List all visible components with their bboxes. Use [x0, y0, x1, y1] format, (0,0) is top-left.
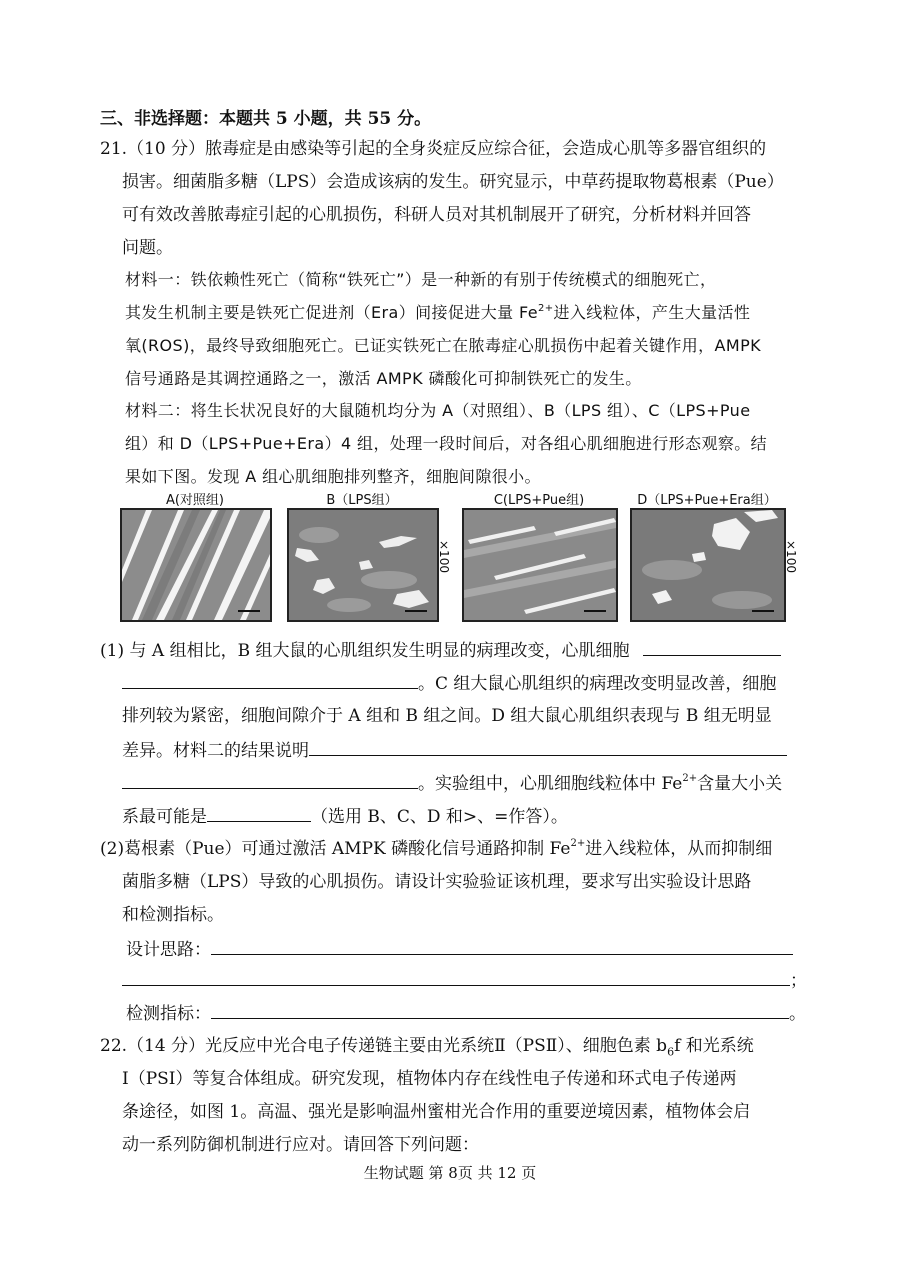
- q22-line-1: 22.（14 分）光反应中光合电子传递链主要由光系统Ⅱ（PSⅡ）、细胞色素 $b_6f$ 和光系统: [100, 1036, 754, 1059]
- q21-part1-line-5: 。实验组中，心肌细胞线粒体中 $Fe^{2+}$含量大小关: [122, 771, 782, 795]
- detection-index-line: 检测指标： 。: [126, 1001, 806, 1025]
- design-idea-line: 设计思路：: [126, 937, 793, 961]
- material-two-line-3: 果如下图。发现 A 组心肌细胞排列整齐，细胞间隙很小。: [125, 467, 541, 486]
- answer-blank[interactable]: [207, 804, 311, 822]
- material-one-line-1: 材料一：铁依赖性死亡（简称“铁死亡”）是一种新的有别于传统模式的细胞死亡，: [125, 270, 717, 289]
- figure-caption-c: C(LPS+Pue组): [493, 493, 585, 508]
- q21-part1-line-2: 。C 组大鼠心肌组织的病理改变明显改善，细胞: [122, 671, 776, 695]
- q21-stem-line-3: 可有效改善脓毒症引起的心肌损伤，科研人员对其机制展开了研究，分析材料并回答: [122, 205, 751, 225]
- design-idea-blank[interactable]: [122, 968, 790, 986]
- scale-bar: [752, 610, 774, 612]
- scale-bar: [405, 610, 427, 612]
- section-heading: 三、非选择题：本题共 5 小题，共 55 分。: [100, 109, 432, 129]
- q22-line-3: 条途径，如图 1。高温、强光是影响温州蜜柑光合作用的重要逆境因素，植物体会启: [122, 1102, 751, 1122]
- figure-caption-a: A(对照组): [165, 493, 225, 508]
- q21-part1-line-4: 差异。材料二的结果说明: [122, 738, 787, 762]
- q21-part2-line-2: 菌脂多糖（LPS）导致的心肌损伤。请设计实验验证该机理，要求写出实验设计思路: [122, 872, 752, 892]
- design-idea-continuation: ；: [122, 968, 807, 992]
- scale-bar: [238, 610, 260, 612]
- material-one-line-3: 氧(ROS)，最终导致细胞死亡。已证实铁死亡在脓毒症心肌损伤中起着关键作用，AMPK: [125, 336, 762, 355]
- q22-line-4: 动一系列防御机制进行应对。请回答下列问题：: [122, 1135, 479, 1155]
- answer-blank[interactable]: [122, 671, 418, 689]
- q21-stem-line-2: 损害。细菌脂多糖（LPS）会造成该病的发生。研究显示，中草药提取物葛根素（Pue）: [122, 172, 784, 192]
- detection-index-blank[interactable]: [211, 1001, 789, 1019]
- page-footer: 生物试题 第 8页 共 12 页: [363, 1164, 537, 1182]
- material-two-line-1: 材料二：将生长状况良好的大鼠随机均分为 A（对照组）、B（LPS 组）、C（LPS+Pue: [125, 401, 751, 420]
- q21-part2-line-3: 和检测指标。: [122, 905, 224, 925]
- answer-blank[interactable]: [643, 638, 781, 656]
- q22-line-2: Ⅰ（PSⅠ）等复合体组成。研究发现，植物体内存在线性电子传递和环式电子传递两: [122, 1069, 737, 1089]
- material-one-line-2: 其发生机制主要是铁死亡促进剂（Era）间接促进大量 $Fe^{2+}$进入线粒体，产生大量活性: [125, 302, 751, 322]
- magnification-label-2: ×100: [784, 540, 798, 573]
- answer-blank[interactable]: [309, 738, 787, 756]
- micrograph-d-lps-pue-era: [630, 508, 786, 622]
- figure-caption-b: B（LPS组）: [326, 493, 398, 508]
- material-one-line-4: 信号通路是其调控通路之一，激活 AMPK 磷酸化可抑制铁死亡的发生。: [125, 369, 642, 388]
- figure-caption-d: D（LPS+Pue+Era组）: [637, 493, 777, 508]
- scale-bar: [584, 610, 606, 612]
- magnification-label-1: ×100: [437, 540, 451, 573]
- material-two-line-2: 组）和 D（LPS+Pue+Era）4 组，处理一段时间后，对各组心肌细胞进行形态观察。结: [125, 434, 768, 453]
- micrograph-c-lps-pue: [462, 508, 618, 622]
- design-idea-blank[interactable]: [211, 937, 793, 955]
- q21-part1-line-3: 排列较为紧密，细胞间隙介于 A 组和 B 组之间。D 组大鼠心肌组织表现与 B 组无明显: [122, 706, 772, 726]
- answer-blank[interactable]: [122, 771, 418, 789]
- micrograph-a-control: [120, 508, 272, 622]
- q21-part2-line-1: (2)葛根素（Pue）可通过激活 AMPK 磷酸化信号通路抑制 $Fe^{2+}$进入线粒体，从而抑制细: [100, 838, 773, 859]
- q21-part1-line-6: 系最可能是 （选用 B、C、D 和>、=作答）。: [122, 804, 568, 828]
- micrograph-b-lps: [287, 508, 439, 622]
- q21-stem-line-1: 21.（10 分）脓毒症是由感染等引起的全身炎症反应综合征，会造成心肌等多器官组织的: [100, 139, 767, 159]
- q21-stem-line-4: 问题。: [122, 238, 173, 258]
- q21-part1-line-1: (1) 与 A 组相比，B 组大鼠的心肌组织发生明显的病理改变，心肌细胞: [100, 638, 781, 662]
